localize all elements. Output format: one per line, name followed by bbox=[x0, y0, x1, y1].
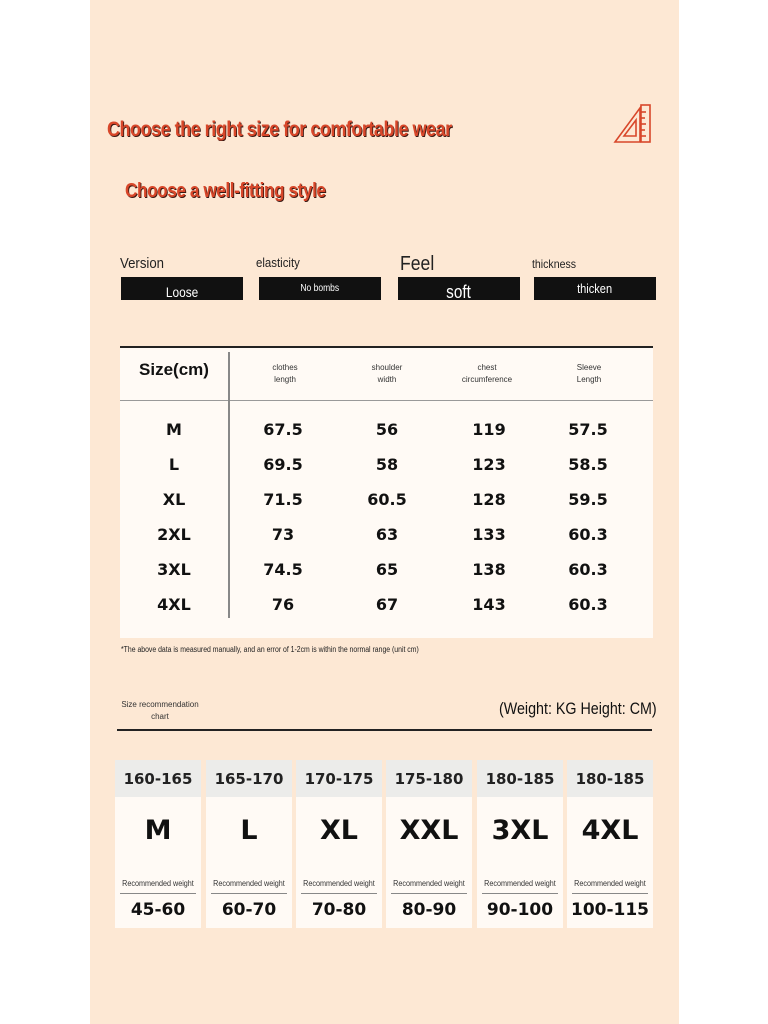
attr-label-thickness: thickness bbox=[532, 257, 577, 271]
table-cell: 119 bbox=[472, 420, 506, 439]
subhead: Choose a well-fitting style bbox=[125, 180, 326, 202]
table-cell: 74.5 bbox=[263, 560, 303, 579]
table-cell: 69.5 bbox=[263, 455, 303, 474]
table-row bbox=[120, 482, 653, 517]
card-size: 3XL bbox=[491, 815, 549, 846]
weight-caption: Recommended weight bbox=[393, 879, 465, 888]
size-card bbox=[296, 760, 382, 928]
column-header: Sleeve Length bbox=[576, 363, 602, 384]
table-cell: 123 bbox=[472, 455, 506, 474]
card-divider bbox=[120, 893, 196, 894]
attr-value-feel: soft bbox=[398, 277, 520, 300]
table-row bbox=[120, 412, 653, 447]
size-cell: 3XL bbox=[157, 560, 191, 579]
attr-value-thickness: thicken bbox=[534, 277, 656, 300]
height-range: 180-185 bbox=[567, 760, 653, 797]
recommendation-divider bbox=[117, 729, 652, 731]
table-cell: 67.5 bbox=[263, 420, 303, 439]
weight-range: 45-60 bbox=[130, 900, 186, 920]
table-cell: 58.5 bbox=[568, 455, 608, 474]
weight-range: 80-90 bbox=[401, 900, 457, 920]
card-size: XXL bbox=[399, 815, 459, 846]
size-card bbox=[386, 760, 472, 928]
column-header: clothes length bbox=[272, 363, 298, 384]
weight-caption: Recommended weight bbox=[122, 879, 194, 888]
table-cell: 138 bbox=[472, 560, 506, 579]
height-range: 170-175 bbox=[296, 760, 382, 797]
size-cell: M bbox=[166, 420, 182, 439]
size-card bbox=[477, 760, 563, 928]
card-divider bbox=[482, 893, 558, 894]
card-size: XL bbox=[319, 815, 359, 846]
card-size: L bbox=[240, 815, 258, 846]
size-card bbox=[567, 760, 653, 928]
attr-value-elasticity: No bombs bbox=[259, 277, 381, 300]
card-divider bbox=[211, 893, 287, 894]
size-header: Size(cm) bbox=[139, 360, 209, 379]
measurement-footnote: *The above data is measured manually, and an error of 1-2cm is within the normal range (unit cm) bbox=[121, 645, 419, 654]
weight-range: 90-100 bbox=[486, 900, 554, 920]
weight-range: 70-80 bbox=[311, 900, 367, 920]
column-header: chest circumference bbox=[461, 363, 513, 384]
attr-label-elasticity: elasticity bbox=[256, 255, 300, 270]
weight-range: 100-115 bbox=[570, 900, 650, 920]
table-cell: 71.5 bbox=[263, 490, 303, 509]
table-cell: 59.5 bbox=[568, 490, 608, 509]
table-cell: 60.3 bbox=[568, 525, 608, 544]
attr-value-version: Loose bbox=[121, 277, 243, 300]
size-cell: XL bbox=[162, 490, 186, 509]
card-divider bbox=[301, 893, 377, 894]
weight-caption: Recommended weight bbox=[213, 879, 285, 888]
size-table bbox=[120, 346, 653, 638]
card-divider bbox=[391, 893, 467, 894]
weight-range: 60-70 bbox=[221, 900, 277, 920]
table-cell: 73 bbox=[271, 525, 295, 544]
table-cell: 63 bbox=[375, 525, 399, 544]
table-cell: 58 bbox=[375, 455, 399, 474]
card-size: M bbox=[144, 815, 172, 846]
table-cell: 57.5 bbox=[568, 420, 608, 439]
table-cell: 60.3 bbox=[568, 595, 608, 614]
headline: Choose the right size for comfortable wear bbox=[107, 118, 452, 141]
table-cell: 133 bbox=[472, 525, 506, 544]
height-range: 160-165 bbox=[115, 760, 201, 797]
size-card bbox=[206, 760, 292, 928]
table-row bbox=[120, 552, 653, 587]
height-range: 165-170 bbox=[206, 760, 292, 797]
height-range: 180-185 bbox=[477, 760, 563, 797]
header-divider bbox=[120, 400, 653, 401]
card-size: 4XL bbox=[581, 815, 639, 846]
table-cell: 128 bbox=[472, 490, 506, 509]
weight-caption: Recommended weight bbox=[484, 879, 556, 888]
attr-label-feel: Feel bbox=[400, 253, 435, 275]
weight-caption: Recommended weight bbox=[574, 879, 646, 888]
size-cell: 2XL bbox=[157, 525, 191, 544]
table-cell: 76 bbox=[271, 595, 295, 614]
card-divider bbox=[572, 893, 648, 894]
recommendation-label: Size recommendation chart bbox=[121, 700, 199, 721]
size-cell: 4XL bbox=[157, 595, 191, 614]
size-card bbox=[115, 760, 201, 928]
table-cell: 143 bbox=[472, 595, 506, 614]
ruler-icon bbox=[612, 102, 654, 144]
table-cell: 60.5 bbox=[367, 490, 407, 509]
unit-note: (Weight: KG Height: CM) bbox=[499, 699, 657, 718]
table-cell: 56 bbox=[375, 420, 399, 439]
height-range: 175-180 bbox=[386, 760, 472, 797]
weight-caption: Recommended weight bbox=[303, 879, 375, 888]
attr-label-version: Version bbox=[120, 255, 165, 272]
table-row bbox=[120, 517, 653, 552]
column-header: shoulder width bbox=[371, 363, 403, 384]
table-cell: 67 bbox=[375, 595, 399, 614]
table-cell: 60.3 bbox=[568, 560, 608, 579]
table-row bbox=[120, 447, 653, 482]
table-row bbox=[120, 587, 653, 622]
table-cell: 65 bbox=[375, 560, 399, 579]
size-cell: L bbox=[168, 455, 180, 474]
